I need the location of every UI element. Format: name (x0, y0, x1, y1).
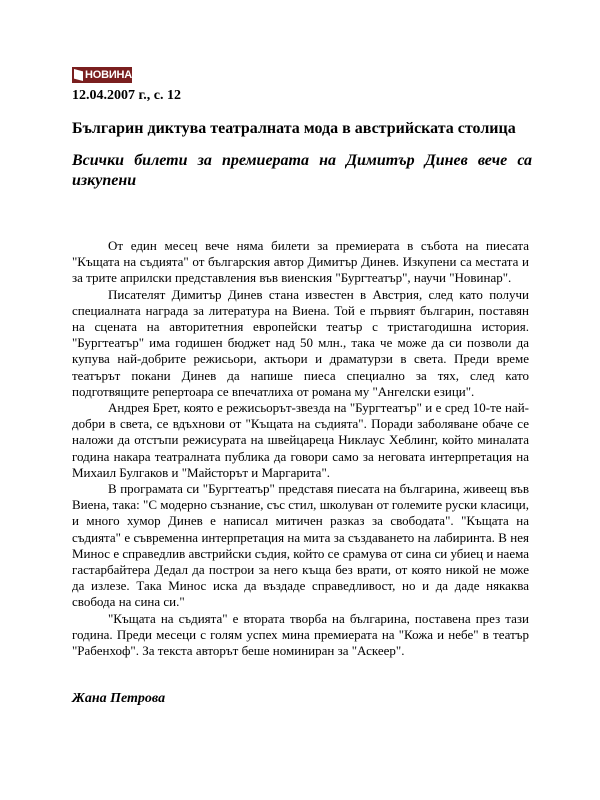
article-paragraph: От един месец вече няма билети за премиерата в събота на пиесата "Къщата на съдията" от българския автор Димитър Динев. Изкупени са местата и за трите априлски представления във виенския "Бургтеатър", научи "Новинар". (72, 238, 529, 286)
article-paragraph: "Къщата на съдията" е втората творба на българина, поставена през тази година. Преди месеци с голям успех мина премиерата на "Кожа и небе" в театър "Рабенхоф". За текста авторът беше номиниран за "Аскеер". (72, 610, 529, 659)
newspaper-logo (72, 67, 140, 83)
article-paragraph: Андрея Брет, която е режисьорът-звезда на "Бургтеатър" и е сред 10-те най-добри в света, се вдъхнови от "Къщата на съдията". Поради заболяване обаче се наложи да отстъпи режисурата на швейцареца Никлаус Хеблинг, който миналата година накара театралната публика да говори само за неговата интерпретация на Михаил Булгаков и "Майсторът и Маргарита". (72, 400, 529, 480)
article-title: Българин диктува театралната мода в австрийската столица (72, 120, 516, 137)
article-paragraph: Писателят Димитър Динев стана известен в Австрия, след като получи специалната награда за литература на Виена. Той е първият българин, поставян на сцената на авторитетния европейски театър с тристагодишна история. "Бургтеатър" има годишен бюджет над 50 млн., така че може да си позволи да купува най-добрите режисьори, актьори и драматурзи в света. Преди време театърът покани Динев да напише пиеса специално за тях, след като подготвящите репертоара се впечатлиха от романа му "Ангелски езици". (72, 286, 529, 399)
article-paragraph: В програмата си "Бургтеатър" представя пиесата на българина, живеещ във Виена, така: "С модерно съзнание, със стил, школуван от големите руски класици, и много хумор Динев е написал митичен разказ за свободата". "Къщата на съдията" е съвременна интерпретация на мита за създаването на лабиринта. В нея Минос е справедлив австрийски съдия, който се срамува от сина си убиец и наема гастарбайтера Дедал да построи за него къща без врати, от която никой не може да излезе. Така Минос иска да въздаде справедливост, но и да даде някаква свобода на сина си." (72, 481, 529, 610)
newspaper-logo-text: НОВИНАР (85, 69, 140, 81)
date-page: 12.04.2007 г., с. 12 (72, 88, 181, 103)
article-body (72, 238, 529, 659)
article-author: Жана Петрова (72, 691, 166, 706)
flag-icon (74, 69, 83, 81)
article-subtitle: Всички билети за премиерата на Димитър Динев вече са изкупени (72, 152, 532, 189)
